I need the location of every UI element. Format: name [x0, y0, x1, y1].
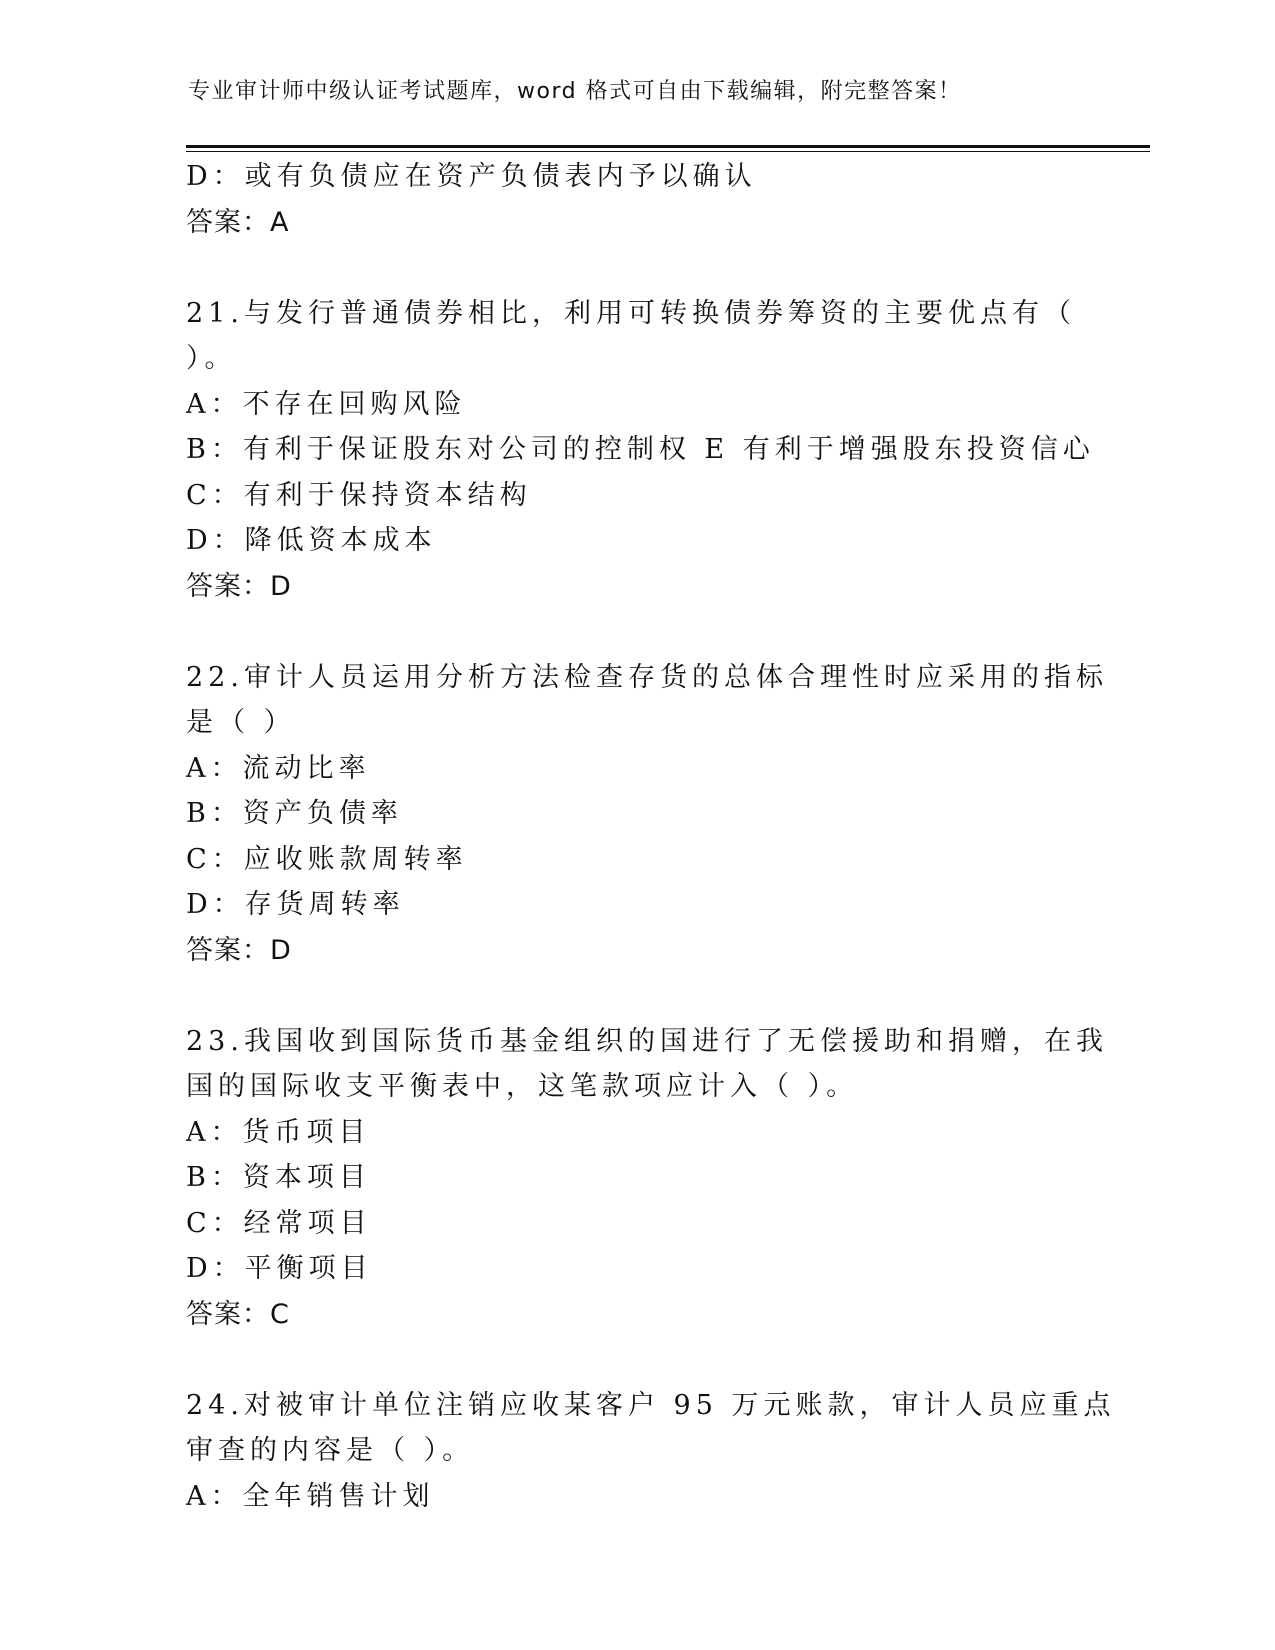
page-header: 专业审计师中级认证考试题库，word 格式可自由下载编辑，附完整答案！: [188, 79, 962, 104]
question-21: [186, 291, 1126, 610]
header-rule-thin: [186, 151, 1150, 152]
option-b: B：资产负债率: [186, 798, 403, 829]
answer-line: 答案：A: [186, 206, 290, 238]
option-d: D：或有负债应在资产负债表内予以确认: [186, 161, 757, 192]
document-body: [186, 154, 1126, 1519]
answer-line: 答案：D: [186, 570, 292, 602]
question-stem: 24.对被审计单位注销应收某客户 95 万元账款，审计人员应重点审查的内容是（ ）。: [186, 1389, 1116, 1466]
option-a: A：不存在回购风险: [186, 388, 467, 420]
option-b: B：有利于保证股东对公司的控制权 E 有利于增强股东投资信心: [186, 434, 1095, 465]
option-a: A：全年销售计划: [186, 1480, 435, 1512]
question-stem: 22.审计人员运用分析方法检查存货的总体合理性时应采用的指标是（ ）: [186, 661, 1108, 738]
option-a: A：流动比率: [186, 752, 371, 784]
answer-line: 答案：D: [186, 934, 292, 966]
option-c: C：应收账款周转率: [186, 843, 468, 875]
option-b: B：资本项目: [186, 1162, 371, 1193]
option-d: D：平衡项目: [186, 1253, 373, 1284]
question-22: [186, 655, 1126, 974]
header-rule-thick: [186, 145, 1150, 148]
question-24: [186, 1383, 1126, 1520]
question-stem: 23.我国收到国际货币基金组织的国进行了无偿援助和捐赠，在我国的国际收支平衡表中，这笔款项应计入（ ）。: [186, 1025, 1108, 1102]
option-a: A：货币项目: [186, 1116, 371, 1148]
question-stem: 21.与发行普通债券相比，利用可转换债券筹资的主要优点有（ ）。: [186, 297, 1076, 374]
option-c: C：有利于保持资本结构: [186, 479, 532, 511]
option-c: C：经常项目: [186, 1207, 372, 1239]
option-d: D：降低资本成本: [186, 525, 437, 556]
option-d: D：存货周转率: [186, 889, 405, 920]
answer-line: 答案：C: [186, 1298, 290, 1330]
question-23: [186, 1019, 1126, 1338]
